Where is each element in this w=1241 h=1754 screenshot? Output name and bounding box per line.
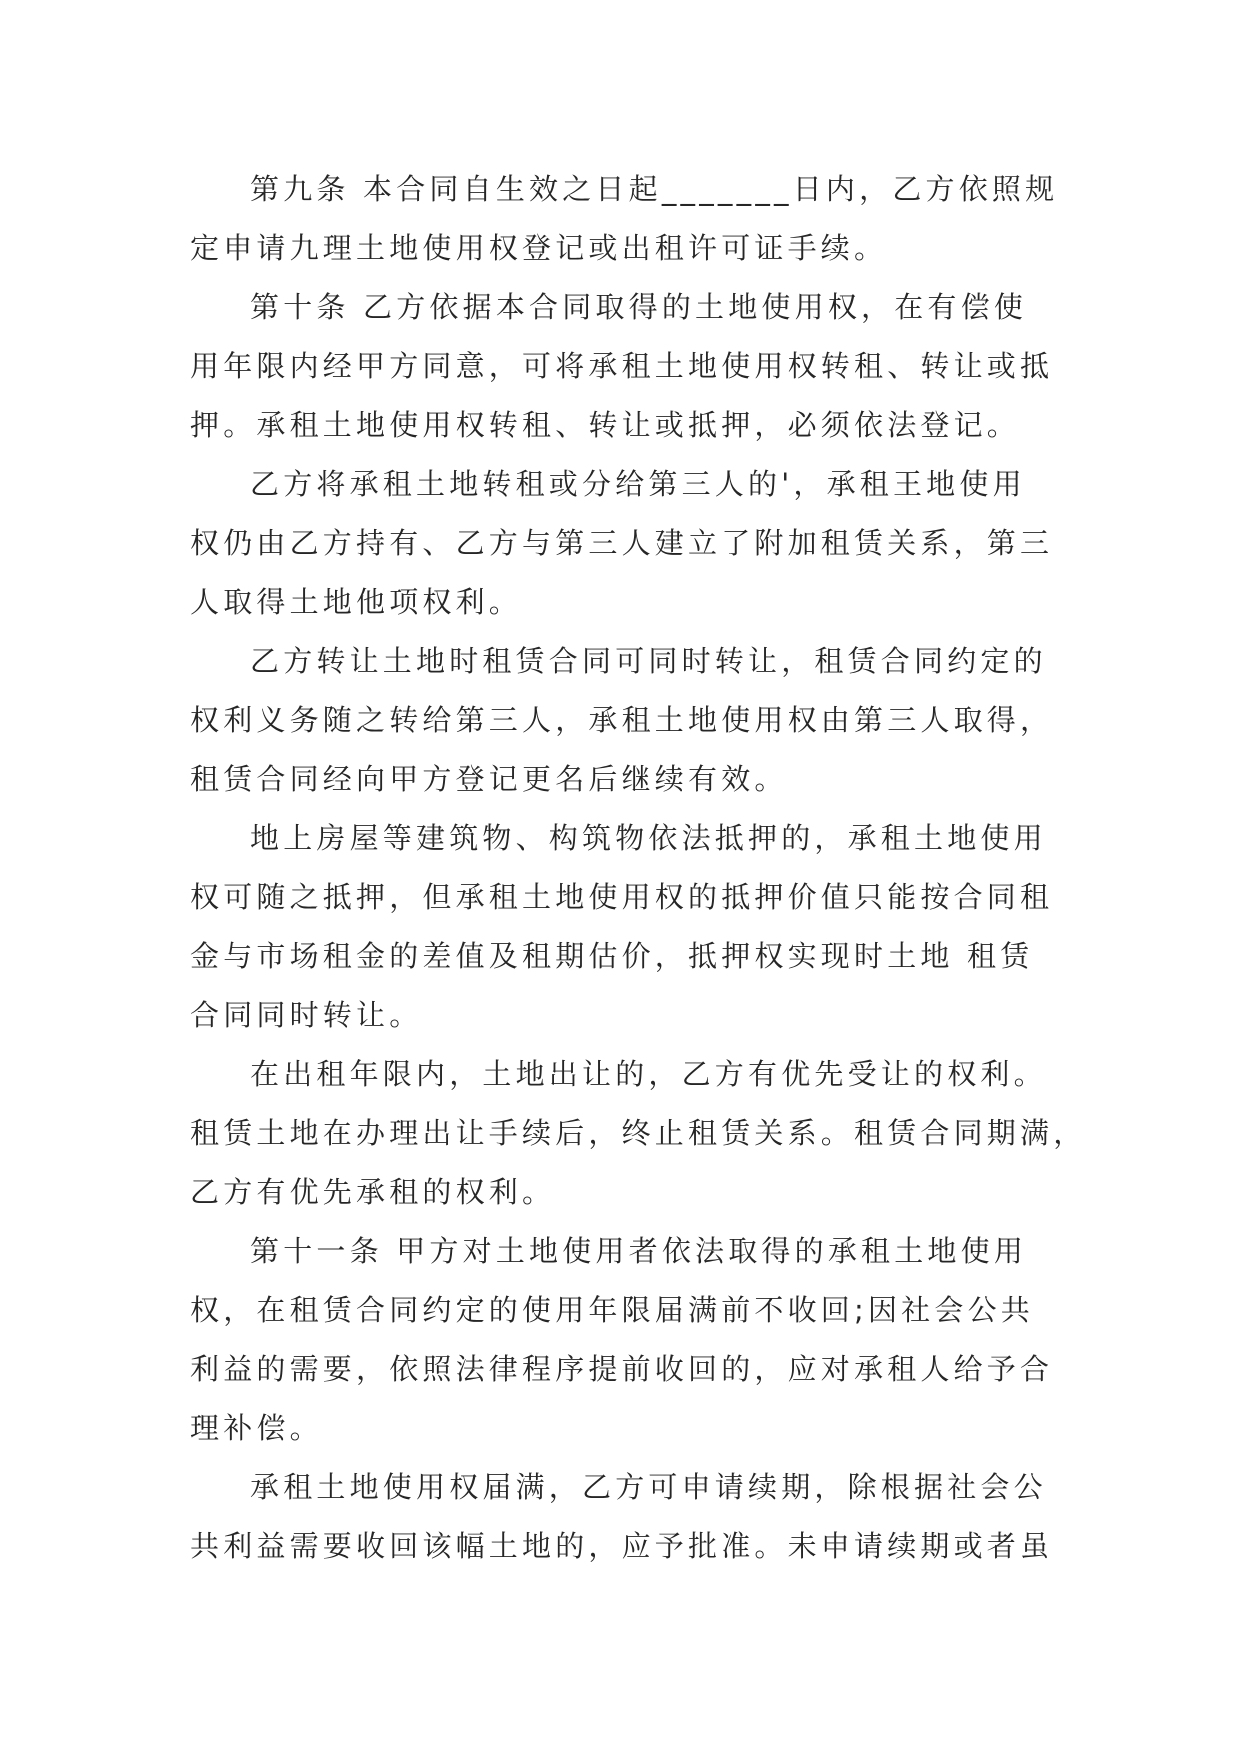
paragraph-article-11 — [190, 1222, 1060, 1458]
paragraph-renewal — [190, 1458, 1060, 1576]
text-line: 人取得土地他项权利。 — [190, 585, 523, 619]
text-line: 乙方将承租土地转租或分给第三人的'，承租王地使用 — [250, 467, 1026, 501]
text-line: 权利义务随之转给第三人，承租土地使用权由第三人取得， — [190, 703, 1054, 737]
paragraph-article-9 — [190, 160, 1060, 278]
paragraph-transfer — [190, 632, 1060, 809]
text-line: 租赁土地在办理出让手续后，终止租赁关系。租赁合同期满， — [190, 1116, 1087, 1150]
paragraph-sublease — [190, 455, 1060, 632]
text-line: 利益的需要，依照法律程序提前收回的，应对承租人给予合 — [190, 1352, 1054, 1386]
paragraph-article-10 — [190, 278, 1060, 455]
text-line: 金与市场租金的差值及租期估价，抵押权实现时土地 租赁 — [190, 939, 1034, 973]
paragraph-preemption — [190, 1045, 1087, 1222]
document-body — [190, 160, 1087, 1576]
text-line: 定申请九理土地使用权登记或出租许可证手续。 — [190, 231, 888, 265]
text-line: 理补偿。 — [190, 1411, 323, 1445]
text-line: 权可随之抵押，但承租土地使用权的抵押价值只能按合同租 — [190, 880, 1054, 914]
text-line: 权仍由乙方持有、乙方与第三人建立了附加租赁关系，第三 — [190, 526, 1054, 560]
text-line: 第九条 本合同自生效之日起_______日内，乙方依照规 — [250, 172, 1059, 206]
text-line: 地上房屋等建筑物、构筑物依法抵押的，承租土地使用 — [250, 821, 1047, 855]
text-line: 租赁合同经向甲方登记更名后继续有效。 — [190, 762, 788, 796]
text-line: 乙方转让土地时租赁合同可同时转让，租赁合同约定的 — [250, 644, 1047, 678]
text-line: 共利益需要收回该幅土地的，应予批准。未申请续期或者虽 — [190, 1529, 1054, 1563]
text-line: 第十条 乙方依据本合同取得的土地使用权，在有偿使 — [250, 290, 1028, 324]
text-line: 押。承租土地使用权转租、转让或抵押，必须依法登记。 — [190, 408, 1021, 442]
text-line: 第十一条 甲方对土地使用者依法取得的承租土地使用 — [250, 1234, 1028, 1268]
text-line: 承租土地使用权届满，乙方可申请续期，除根据社会公 — [250, 1470, 1047, 1504]
text-line: 权，在租赁合同约定的使用年限届满前不收回;因社会公共 — [190, 1293, 1034, 1327]
text-line: 合同同时转让。 — [190, 998, 423, 1032]
text-line: 在出租年限内，土地出让的，乙方有优先受让的权利。 — [250, 1057, 1047, 1091]
text-line: 用年限内经甲方同意，可将承租土地使用权转租、转让或抵 — [190, 349, 1054, 383]
text-line: 乙方有优先承租的权利。 — [190, 1175, 556, 1209]
paragraph-mortgage — [190, 809, 1060, 1045]
